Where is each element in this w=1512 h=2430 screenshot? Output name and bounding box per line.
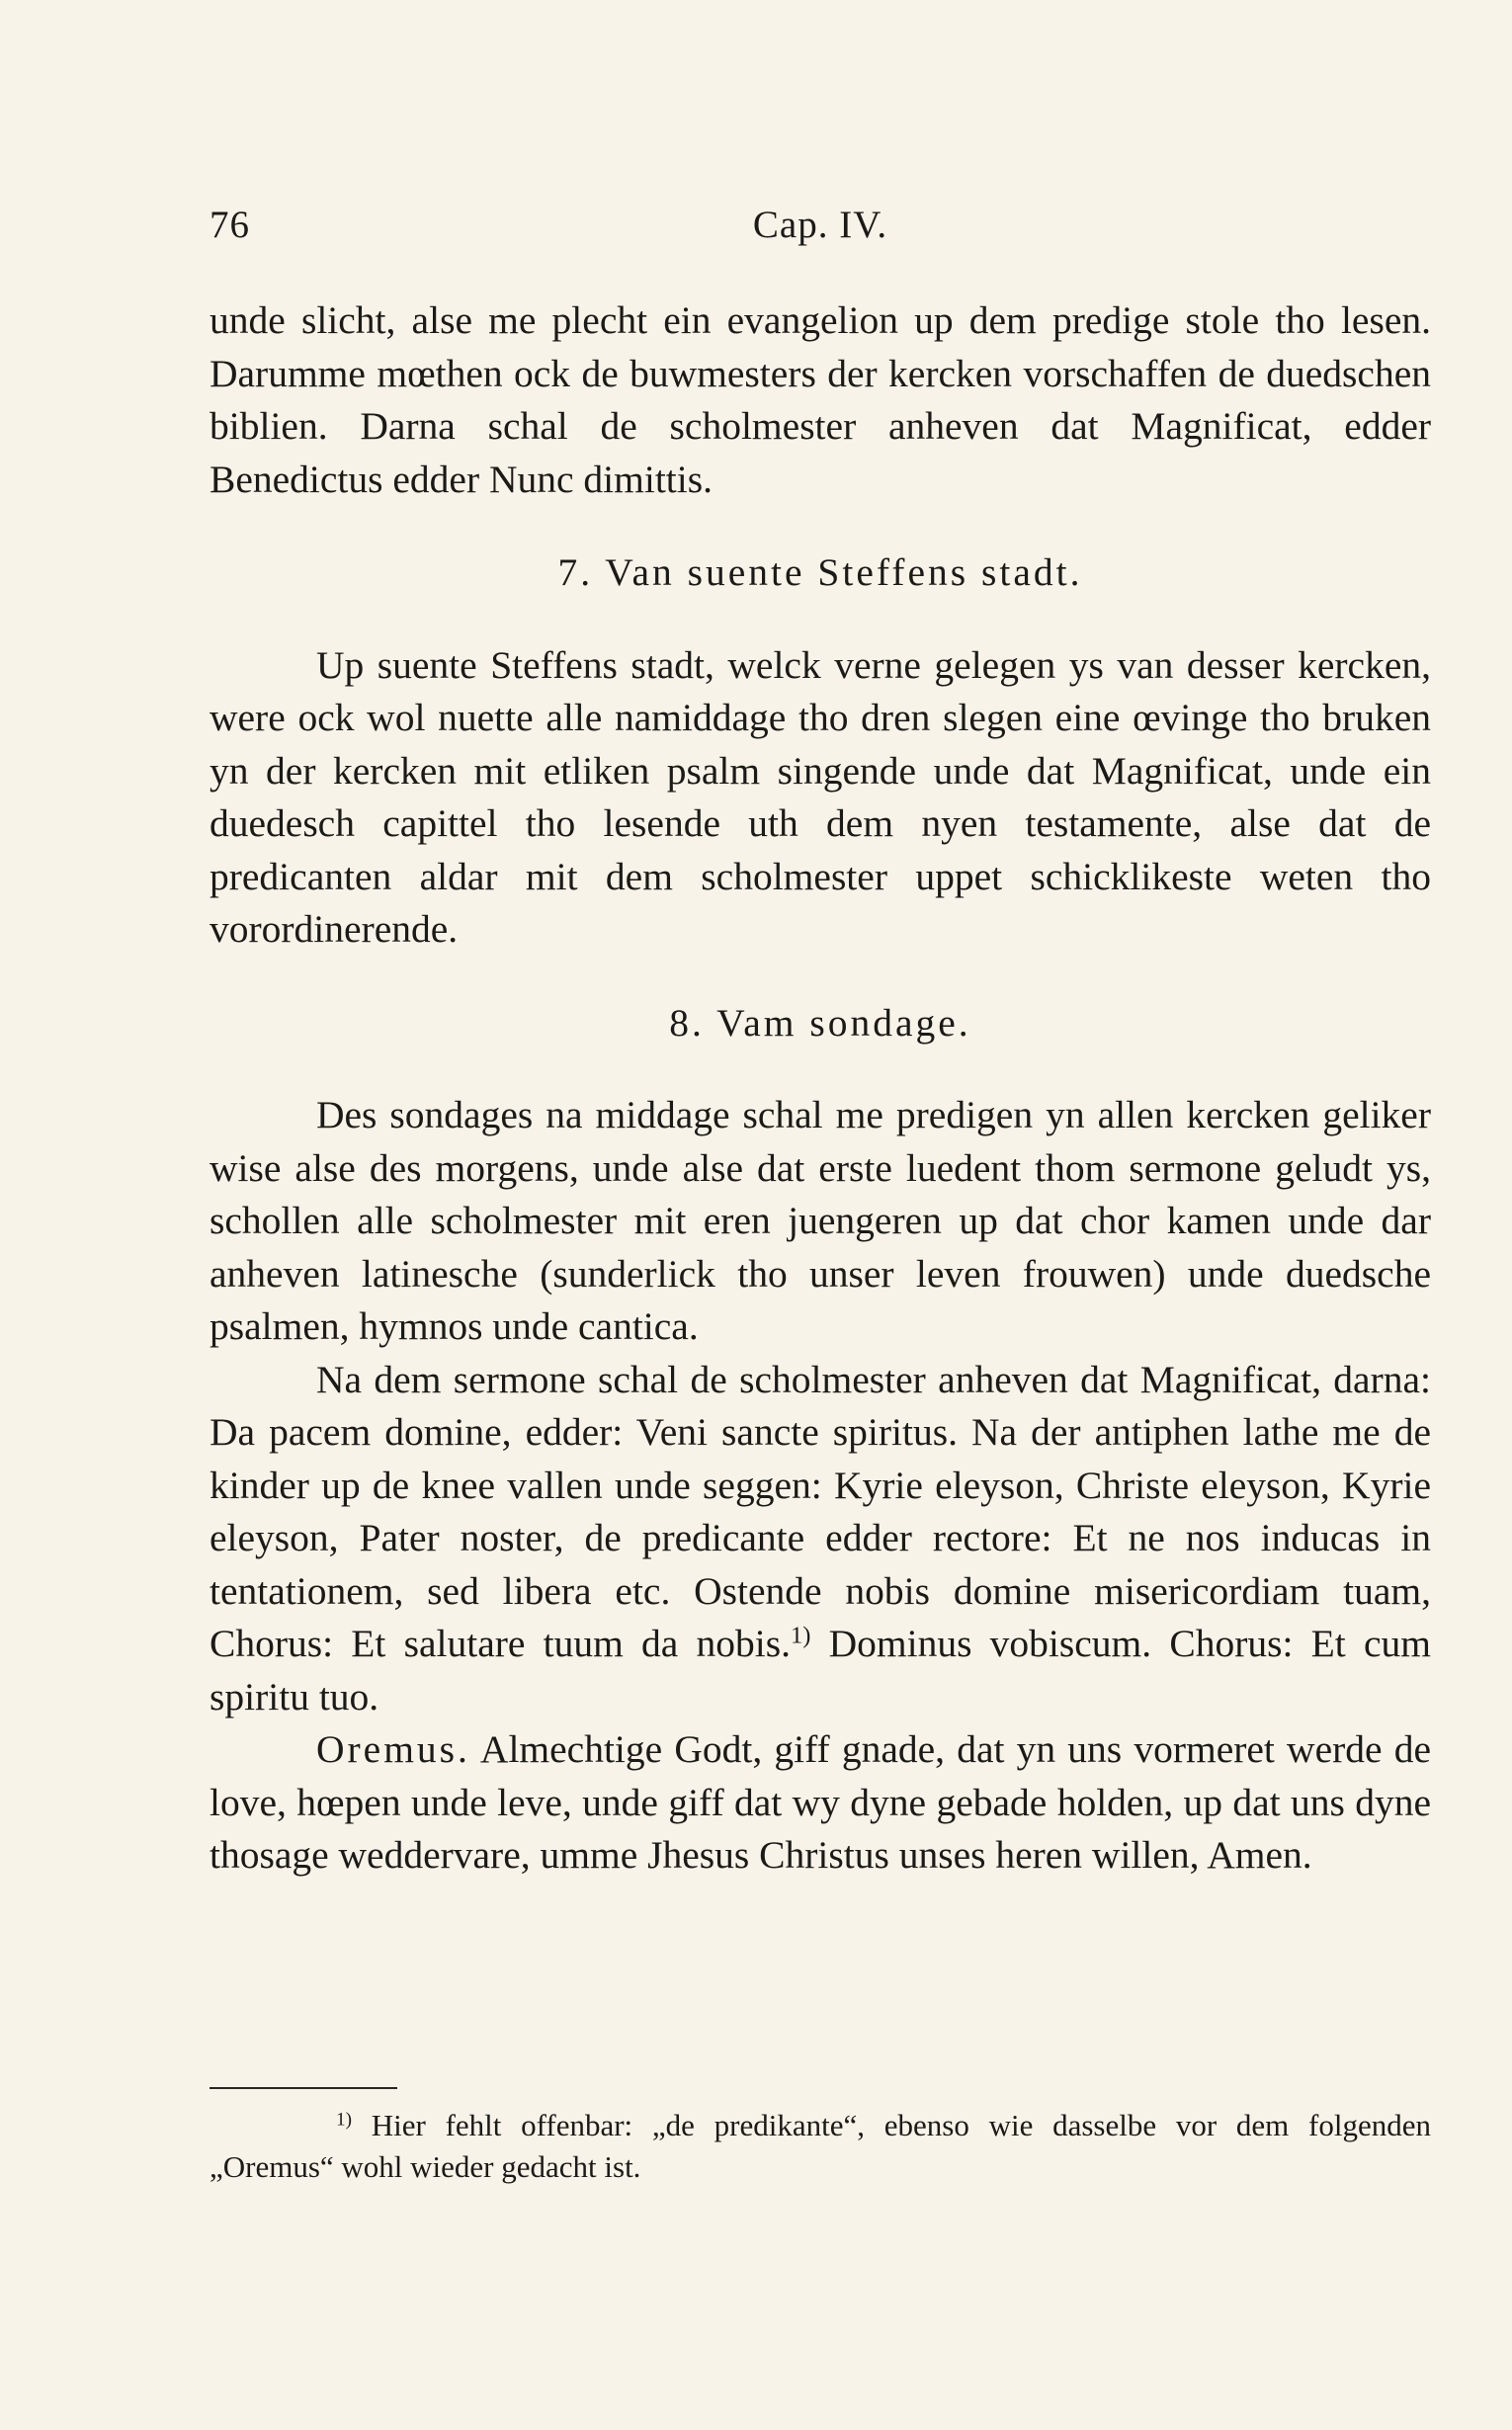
sermone-text-end: Dominus vobiscum. Chorus: Et cum spiritu tuo. — [210, 1622, 1431, 1718]
section-heading-8: 8. Vam sondage. — [669, 1000, 971, 1045]
paragraph-sondage: Des sondages na middage schal me predigen yn allen kercken geliker wise alse des morgens, unde alse dat erste luedent thom sermone geludt ys, schollen alle scholmester mit eren juengeren up dat chor kamen unde dar anheven latinesche (sunderlick tho unser leven frouwen) unde duedsche psalmen, hymnos unde cantica. — [210, 1093, 1431, 1348]
paragraph-steffens: Up suente Steffens stadt, welck verne gelegen ys van desser kercken, were ock wol nuette alle namiddage tho dren slegen eine œvinge tho bruken yn der kercken mit etliken psalm singende unde dat Magnificat, unde ein duedesch capittel tho lesende uth dem nyen testamente, alse dat de predicanten aldar mit dem scholmester uppet schicklikeste weten tho vorordinerende. — [210, 642, 1431, 951]
section-heading-7: 7. Van suente Steffens stadt. — [557, 550, 1083, 594]
footnote-divider — [210, 2087, 397, 2089]
sermone-text: Na dem sermone schal de scholmester anheven dat Magnificat, darna: Da pacem domine, edder: Veni sancte spiritus. Na der antiphen lathe me de kinder up de knee vallen unde seggen: Kyrie eleyson, Christe eleyson, Kyrie eleyson, Pater noster, de predicante edder rectore: Et ne nos inducas in tentationem, sed libera etc. Ostende nobis domine misericordiam tuam, Chorus: Et salutare tuum da nobis. — [210, 1357, 1431, 1665]
chapter-title: Cap. IV. — [752, 204, 888, 246]
paragraph-sermone — [210, 1354, 1431, 1724]
main-text — [210, 294, 1431, 1883]
running-head — [210, 203, 1431, 252]
oremus-text: Almechtige Godt, giff gnade, dat yn uns vormeret werde de love, hœpen unde leve, unde giff dat wy dyne gebade holden, up dat uns dyne thosage weddervare, umme Jhesus Christus unses heren willen, Amen. — [210, 1727, 1431, 1877]
oremus-lead: Oremus. — [316, 1727, 470, 1771]
paragraph-continued: unde slicht, alse me plecht ein evangelion up dem predige stole tho lesen. Darumme mœthen ock de buwmesters der kercken vorschaffen de duedschen biblien. Darna schal de scholmester anheven dat Magnificat, edder Benedictus edder Nunc dimittis. — [210, 298, 1431, 501]
footnote-text-para — [210, 2105, 1431, 2188]
footnote — [210, 2105, 1431, 2188]
footnote-text: Hier fehlt offenbar: „de predikante“, ebenso wie dasselbe vor dem folgenden „Oremus“ wohl wieder gedacht ist. — [210, 2108, 1431, 2184]
paragraph-oremus — [210, 1723, 1431, 1883]
footnote-reference[interactable]: 1) — [791, 1622, 811, 1649]
footnote-marker: 1) — [336, 2109, 352, 2131]
page-number: 76 — [210, 204, 250, 246]
